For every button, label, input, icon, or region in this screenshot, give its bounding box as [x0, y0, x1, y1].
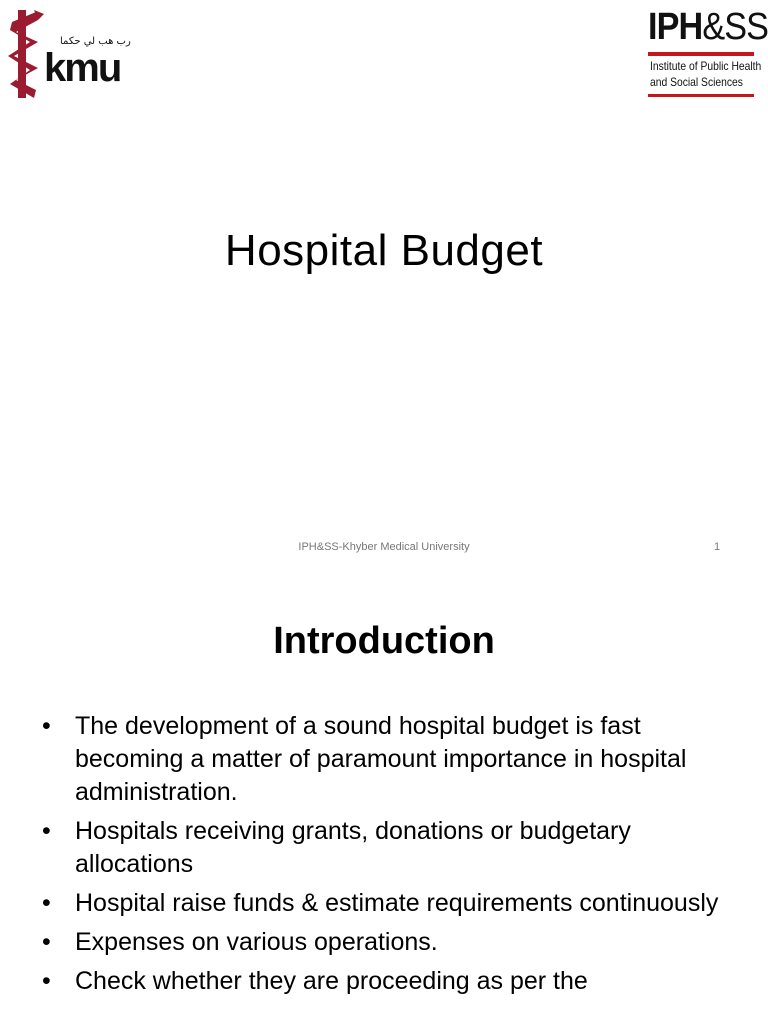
list-item: • Hospitals receiving grants, donations or budgetary allocations [42, 817, 631, 878]
iphss-logo-subtitle: Institute of Public Health and Social Sciences [650, 59, 762, 89]
list-item: • Expenses on various operations. [40, 926, 740, 959]
list-item: • The development of a sound hospital budget is fast becoming a matter of paramount importance in hospital administration. [42, 712, 687, 806]
list-item: • Hospital raise funds & estimate requirements continuously [40, 887, 740, 920]
kmu-logo-text: kmu [44, 46, 121, 90]
staff-serpent-icon [8, 8, 48, 100]
bullet-icon: • [42, 967, 51, 995]
page-number: 1 [714, 541, 721, 553]
bullet-icon: • [42, 817, 51, 845]
bullet-icon: • [42, 928, 51, 956]
bullet-list [40, 710, 740, 1004]
slide-2 [0, 576, 768, 1024]
iphss-red-rule-bottom [648, 94, 754, 97]
list-item: • Check whether they are proceeding as per the [40, 965, 740, 998]
iphss-red-rule-top [648, 52, 754, 56]
slide-title: Hospital Budget [224, 226, 544, 275]
bullet-icon: • [42, 889, 51, 917]
bullet-icon: • [42, 712, 51, 740]
slide-title: Introduction [273, 620, 495, 662]
kmu-arabic-motto: رب هب لي حكما [60, 36, 131, 47]
kmu-logo [8, 8, 132, 104]
iphss-logo [644, 6, 768, 98]
footer-text: IPH&SS-Khyber Medical University [298, 541, 470, 553]
iphss-logo-title: IPH&SS [648, 6, 768, 48]
